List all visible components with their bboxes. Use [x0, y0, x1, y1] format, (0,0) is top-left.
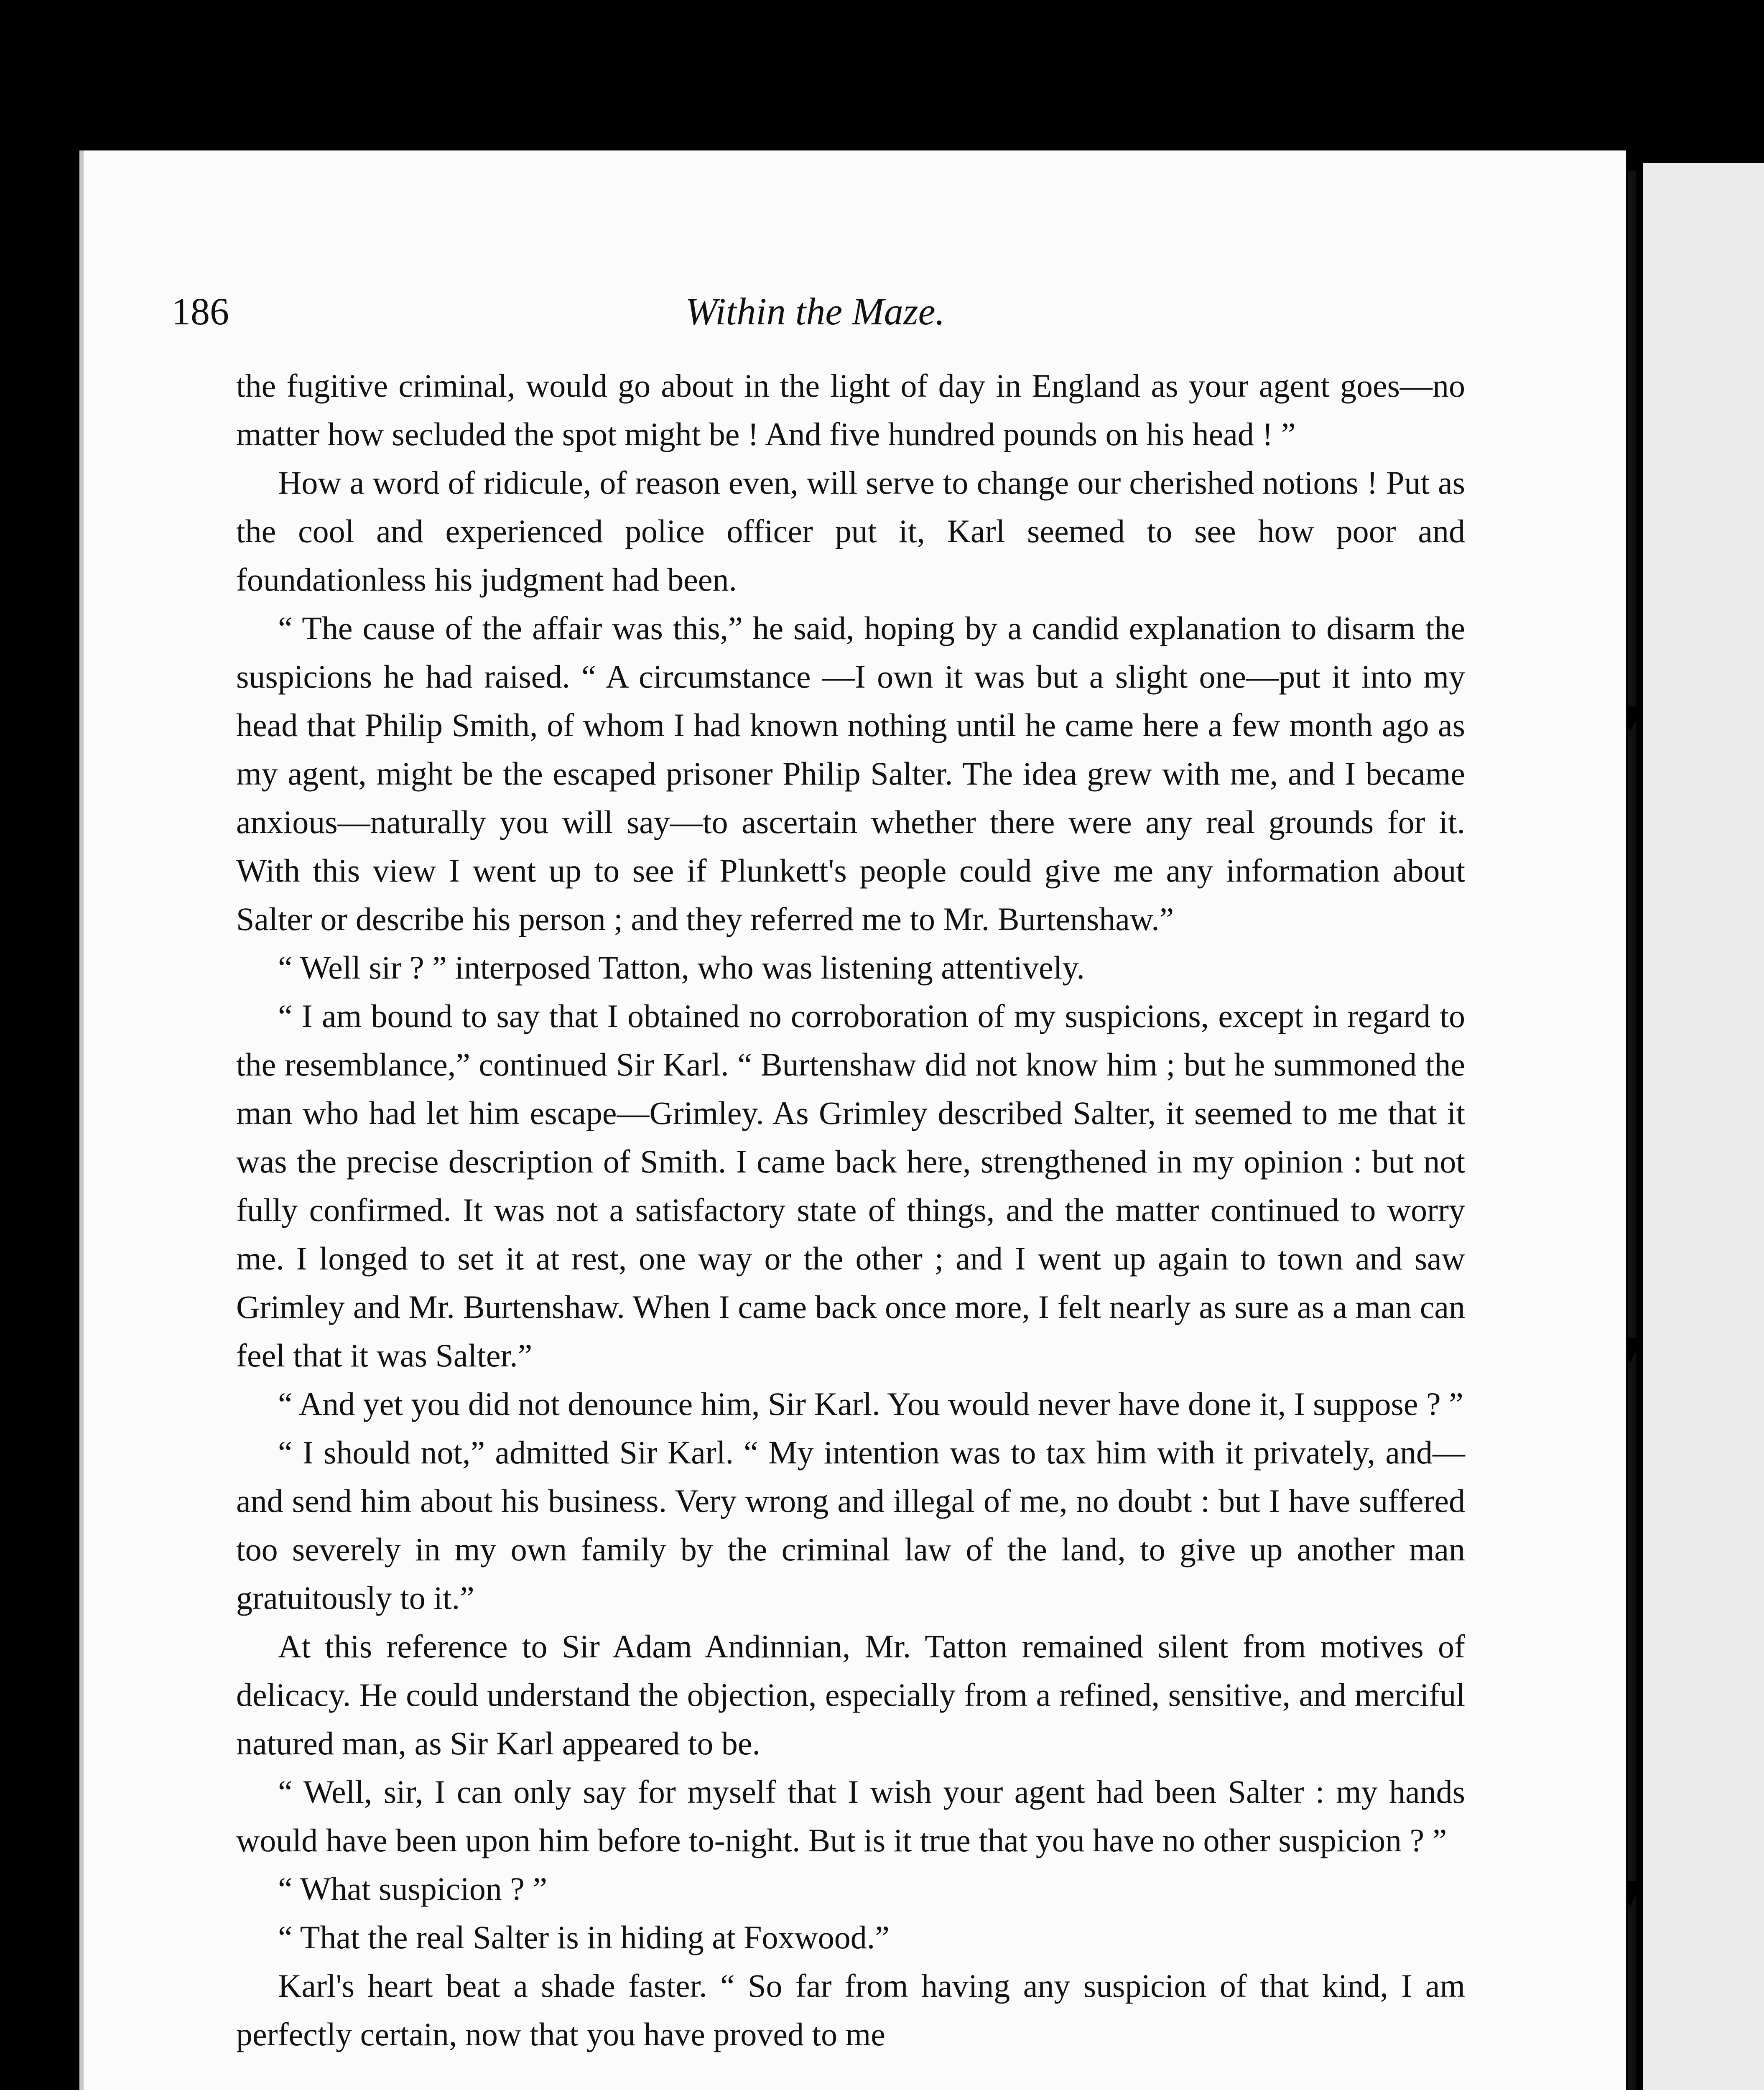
paragraph: “ The cause of the affair was this,” he said, hoping by a candid explanation to disarm the suspicions he had raised. “ A circumstance —I own it was but a slight one—put it into my head that Philip Smith, of whom I had known nothing until he came here a few month ago as my agent, might be the escaped prisoner Philip Salter. The idea grew with me, and I became anxious—naturally you will say—to ascertain whether there were any real grounds for it. With this view I went up to see if Plunkett's people could give me any information about Salter or describe his person ; and they referred me to Mr. Burtenshaw.”	[236, 610, 1465, 937]
paragraph: How a word of ridicule, of reason even, will serve to change our cherished notions ! Put as the cool and experienced police officer put it, Karl seemed to see how poor and foundationless his judgment had been.	[236, 464, 1465, 598]
paragraph: “ And yet you did not denounce him, Sir Karl. You would never have done it, I suppose ? ”	[278, 1386, 1463, 1422]
paragraph: At this reference to Sir Adam Andinnian, Mr. Tatton remained silent from motives of delicacy. He could understand the objection, especially from a refined, sensitive, and merciful natured man, as Sir Karl appeared to be.	[236, 1628, 1465, 1761]
adjacent-page-edge	[1643, 163, 1764, 2090]
running-title: Within the Maze.	[685, 290, 945, 333]
paragraph: “ Well sir ? ” interposed Tatton, who was listening attentively.	[278, 949, 1085, 986]
body-text	[236, 362, 1465, 2059]
page-number: 186	[171, 290, 229, 333]
paragraph: “ I should not,” admitted Sir Karl. “ My intention was to tax him with it privately, and—and send him about his business. Very wrong and illegal of me, no doubt : but I have suffered too severely in my own family by the criminal law of the land, to give up another man gratuitously to it.”	[236, 1434, 1465, 1616]
paragraph: “ Well, sir, I can only say for myself that I wish your agent had been Salter : my hands would have been upon him before to-night. But is it true that you have no other suspicion ? ”	[236, 1774, 1465, 1858]
paragraph: the fugitive criminal, would go about in the light of day in England as your agent goes—no matter how secluded the spot might be ! And five hundred pounds on his head ! ”	[236, 367, 1465, 452]
paragraph: “ I am bound to say that I obtained no corroboration of my suspicions, except in regard to the resemblance,” continued Sir Karl. “ Burtenshaw did not know him ; but he summoned the man who had let him escape—Grimley. As Grimley described Salter, it seemed to me that it was the precise description of Smith. I came back here, strengthened in my opinion : but not fully confirmed. It was not a satisfactory state of things, and the matter continued to worry me. I longed to set it at rest, one way or the other ; and I went up again to town and saw Grimley and Mr. Burtenshaw. When I came back once more, I felt nearly as sure as a man can feel that it was Salter.”	[236, 998, 1465, 1374]
paragraph: “ What suspicion ? ”	[278, 1871, 548, 1907]
page-header	[171, 284, 1459, 339]
paragraph: Karl's heart beat a shade faster. “ So far from having any suspicion of that kind, I am perfectly certain, now that you have proved to me	[236, 1968, 1465, 2052]
paragraph: “ That the real Salter is in hiding at Foxwood.”	[278, 1919, 890, 1955]
binding-spine	[1628, 171, 1636, 2090]
